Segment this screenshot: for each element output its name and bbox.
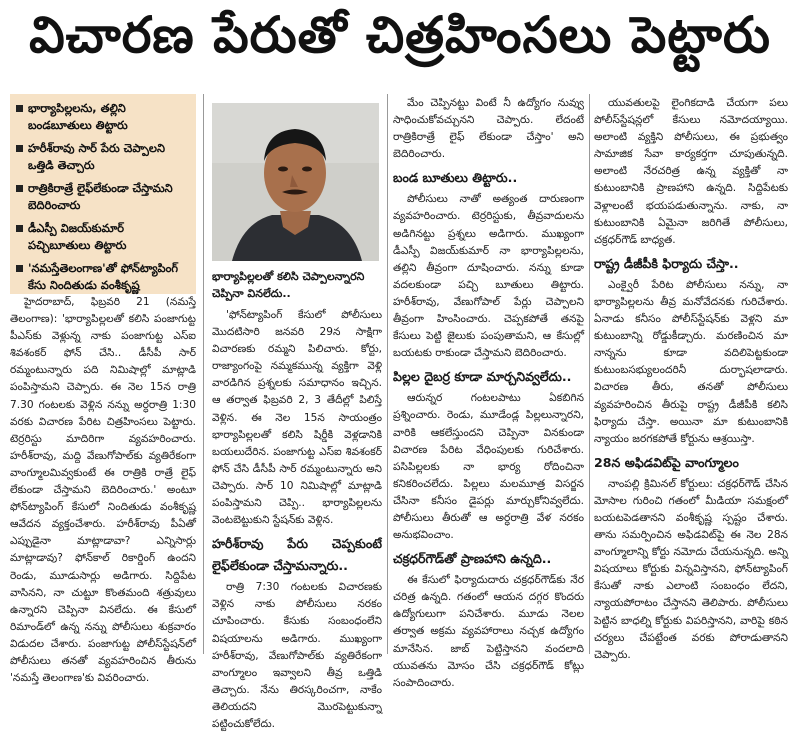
column-2	[212, 307, 382, 733]
highlight-item	[16, 220, 190, 254]
highlight-text: హరీశ్‌రావు సార్ పేరు చెప్పాలని ఒత్తిడి తెచ్చారు	[28, 141, 165, 172]
bullet-icon	[16, 225, 23, 232]
subheading: బండ బూతులు తిట్టారు..	[393, 170, 518, 186]
highlight-item	[16, 100, 190, 134]
highlight-text: రాత్రికిరాత్రే లైఫ్‌లేకుండా చేస్తామని బెదిరించారు	[28, 181, 173, 212]
highlight-text: 'నమస్తేతెలంగాణ'తో ఫోన్‌ట్యాపింగ్ కేసు నిందితుడు వంశీకృష్ణ	[28, 261, 179, 292]
subheading: పిల్లల దైబర్ర కూడా మార్చనివ్వలేదు..	[393, 369, 572, 385]
body-paragraph: ఎంక్వైరీ పేరిట పోలీసులు నన్ను, నా భార్యాపిల్లలను తీవ్ర మనోవేదనకు గురిచేశారు. ఏనాడు కనీసం పోలీస్‌స్టేషన్‌కు వెళ్లని మా కుటుంబాన్ని రోడ్డుకీడ్చారు. మరణించిన మా నాన్నను కూడా వదిలిపెట్టకుండా కుటుంబసభ్యులందరినీ దుర్భాషలాడారు. విచారణ తీరు, తనతో పోలీసులు వ్యవహరించిన తీరుపై రాష్ట్ర డీజీపీకి కలిసి ఫిర్యాదు చేస్తా. అయినా మా కుటుంబానికి న్యాయం జరగకపోతే కోర్టును ఆశ్రయిస్తా.	[594, 278, 788, 445]
subheading: 28న అఫిడవిట్‌పై వాంగ్మూలం	[594, 454, 739, 470]
column-divider	[203, 94, 204, 654]
body-paragraph: ఈ కేసులో ఫిర్యాదుదారు చక్రధర్‌గౌడ్‌కు నేర చరిత్ర ఉన్నది. గతంలో ఆయన దగ్గర కొందరు ఉద్యోగులుగా పనిచేశారు. మూడు నెలల తర్వాత అక్రమ వ్యవహారాలు నచ్చక ఉద్యోగం మానేసిన. జాబ్ పెట్టిస్తానని వందలాది యువతను మోసం చేసి చక్రధర్‌గౌడ్ కోట్లు సంపాదించారు.	[393, 574, 584, 689]
highlight-text: డీఎస్పీ విజయ్‌కుమార్ పచ్చిబూతులు తిట్టారు	[28, 221, 127, 252]
portrait-photo	[212, 103, 379, 261]
column-1	[10, 294, 196, 687]
body-paragraph: ఆరున్నర గంటలపాటు ఏకబిగిన ప్రశ్నించారు. రెండు, మూడేండ్ల పిల్లలున్నారని, వారికి ఆకలేస్తుందని చెప్పినా వినకుండా విచారణ పేరిట వేధింపులకు గురిచేశారు. పసిపిల్లలకు నా భార్య రోదించినా కనికరించలేదు. పిల్లలు మలమూత్ర విసర్జన చేసినా కనీసం డైపర్లు మార్చుకోనివ్వలేదు. పోలీసులు తీరుతో ఆ అర్ధరాత్రి వేళ నరకం అనుభవించాం.	[393, 392, 584, 542]
highlight-item	[16, 180, 190, 214]
column-divider	[589, 94, 590, 654]
bullet-icon	[16, 185, 23, 192]
column-divider	[387, 94, 388, 654]
subheading: రాష్ట్ర డీజీపీకి ఫిర్యాదు చేస్తా..	[594, 255, 739, 271]
photo-caption: భార్యాపిల్లలతో కలిసి చెప్పాలన్నారని చెప్పినా వినలేదు..	[212, 270, 365, 300]
column-3	[393, 95, 584, 692]
highlight-item	[16, 260, 190, 294]
subheading: హరీశ్‌రావు పేరు చెప్పకుంటే లైఫ్‌లేకుండా చేస్తామన్నారు..	[212, 536, 382, 574]
headline: విచారణ పేరుతో చిత్రహింసలు పెట్టారు	[29, 5, 771, 64]
body-paragraph: రాత్రి 7:30 గంటలకు విచారణకు వెళ్లిన నాకు పోలీసులు నరకం చూపించారు. కేసుకు సంబంధంలేని విషయాలను అడిగారు. ముఖ్యంగా హరీశ్‌రావు, వేణుగోపాల్‌కు వ్యతిరేకంగా వాంగ్మూలం ఇవ్వాలని తీవ్ర ఒత్తిడి తెచ్చారు. నేను తిరస్కరించగా, నాకేం తెలియదని మొరపెట్టుకున్నా పట్టించుకోలేదు.	[212, 581, 382, 730]
bullet-icon	[16, 105, 23, 112]
body-paragraph: మేం చెప్పినట్టు వింటే నీ ఉద్యోగం నువ్వు సాధించుకోవచ్చునని చెప్పారు. లేదంటే రాత్రికిరాత్రే లైఫ్ లేకుండా చేస్తాం' అని బెదిరించారు.	[393, 97, 584, 161]
portrait-illustration	[212, 103, 379, 261]
body-paragraph: నాంపల్లి క్రిమినల్ కోర్టులు: చక్రధర్‌గౌడ్ చేసిన మోసాల గురించి గతంలో మీడియా సమక్షంలో బయటపెడతానని వంశీకృష్ణ స్పష్టం చేశారు. తాను సమర్పించిన అఫిడవిట్‌పై ఈ నెల 28న వాంగ్మూలాన్ని కోర్టు నమోదు చేయనున్నది. అన్ని విషయాలు కోర్టుకు విన్నవిస్తానని, ఫోన్‌ట్యాపింగ్ కేసుతో నాకు ఎలాంటి సంబంధం లేదని, న్యాయపోరాటం చేస్తానని తెలిపారు. పోలీసులు పెట్టిన బాధల్ని కోర్టుకు విపరిస్తానని, వారిపై కఠిన చర్యలు చేపట్టేంత వరకు పోరాడుతానని చెప్పారు.	[594, 477, 788, 661]
subheading: చక్రధర్‌గౌడ్‌తో ప్రాణహాని ఉన్నది..	[393, 551, 552, 567]
highlight-text: భార్యాపిల్లలను, తల్లిని బండబూతులు తిట్టారు	[28, 101, 128, 132]
highlights-box	[10, 94, 196, 294]
body-paragraph: యువతులపై లైంగికదాడి చేయగా పలు పోలీస్‌స్టేషన్లలో కేసులు నమోదయ్యాయి. అలాంటి వ్యక్తిని పోలీసులు, ఈ ప్రభుత్వం సామాజిక సేవా కార్యకర్తగా చూపుతున్నది. అలాంటి నేరచరిత్ర ఉన్న వ్యక్తితో నా కుటుంబానికి ప్రాణహాని ఉన్నది. సిద్దిపేటకు వెళ్లాలంటే భయపడుతున్నాను. నాకు, నా కుటుంబానికి ఏమైనా జరిగితే పోలీసులు, చక్రధర్‌గౌడ్ బాధ్యత.	[594, 97, 788, 246]
body-paragraph: పోలీసులు నాతో అత్యంత దారుణంగా వ్యవహరించారు. టెర్రరిస్టుకు, తీవ్రవాదులను అడిగినట్టు ప్రశ్నలు అడిగారు. ముఖ్యంగా డీఎస్పీ విజయ్‌కుమార్ నా భార్యాపిల్లలను, తల్లిని తీవ్రంగా దూషించారు. నన్ను కూడా వదలకుండా పచ్చి బూతులు తిట్టారు. హరీశ్‌రావు, వేణుగోపాల్ పేర్లు చెప్పాలని తీవ్రంగా హింసించారు. చెప్పకపోతే తనపై కేసులు పెట్టి జైలుకు పంపుతామని, ఆ కేసుల్లో బయటకు రాకుండా చేస్తామని బెదిరించారు.	[393, 193, 584, 360]
bullet-icon	[16, 265, 23, 272]
highlight-item	[16, 140, 190, 174]
body-paragraph: హైదరాబాద్, ఫిబ్రవరి 21 (నమస్తే తెలంగాణ): 'భార్యాపిల్లలతో కలిసి పంజాగుట్ట పీఎస్‌కు వెళ్లున్న నాకు పంజాగుట్ట ఎస్ఐ శివశంకర్ ఫోన్ చేసి.. డీసీపీ సార్ రమ్మంటున్నారు పది నిమిషాల్లో మాట్లాడి పంపిస్తామని చెప్పారు. ఈ నెల 15న రాత్రి 7.30 గంటలకు వెళ్లిన నన్ను అర్ధరాత్రి 1:30 వరకు విచారణ పేరిట చిత్రహింసలు పెట్టారు. టెర్రరిస్టు మాదిరిగా వ్యవహరించారు. హరీశ్‌రావు, మద్ది వేణుగోపాల్‌కు వ్యతిరేకంగా వాంగ్మూలమివ్వకుంటే ఈ రాత్రికి రాత్రే లైఫ్ లేకుండా చేస్తామని బెదిరించారు.' అంటూ ఫోన్‌ట్యాపింగ్ కేసులో నిందితుడు వంశీకృష్ణ ఆవేదన వ్యక్తంచేశారు. హరీశ్‌రావు పీఏతో ఎప్పుడైనా మాట్లాడావా? ఎన్నిసార్లు మాట్లాడావు? ఫోన్‌కాల్ రికార్డింగ్ ఉందని రెండు, మూడుసార్లు అడిగారు. సిద్దిపేట వాసినని, నా చుట్టూ కొంతమంది శత్రువులు ఉన్నారని చెప్పినా వినలేదు. ఈ కేసులో రిమాండ్‌లో ఉన్న నన్ను పోలీసులు శుక్రవారం విడుదల చేశారు. పంజాగుట్ట పోలీస్‌స్టేషన్‌లో పోలీసులు తనతో వ్యవహరించిన తీరును 'నమస్తే తెలంగాణ'కు వివరించారు.	[10, 296, 196, 685]
bullet-icon	[16, 145, 23, 152]
body-paragraph: 'ఫోన్‌ట్యాపింగ్ కేసులో పోలీసులు మొదటిసారి జనవరి 29న సాక్షిగా విచారణకు రమ్మని పిలిచారు. కోర్టు, రాజ్యాంగంపై నమ్మకమున్న వ్యక్తిగా వెళ్లి వారడిగిన ప్రశ్నలకు సమాధానం ఇచ్చిన. ఆ తర్వాత ఫిబ్రవరి 2, 3 తేదీల్లో పిలిస్తే వెళ్లిన. ఈ నెల 15న సాయంత్రం భార్యాపిల్లలతో కలిసి షిర్డీకి వెళ్లడానికి బయలుదేరిన. పంజాగుట్ట ఎస్ఐ శివశంకర్ ఫోన్ చేసి డీసీపీ సార్ రమ్మంటున్నారు అని చెప్పారు. సార్ 10 నిమిషాల్లో మాట్లాడి పంపిస్తామని చెప్పి.. భార్యాపిల్లలను వెంటబెట్టుకుని స్టేషన్‌కు వెళ్లిన.	[212, 309, 382, 527]
column-4	[594, 95, 788, 664]
